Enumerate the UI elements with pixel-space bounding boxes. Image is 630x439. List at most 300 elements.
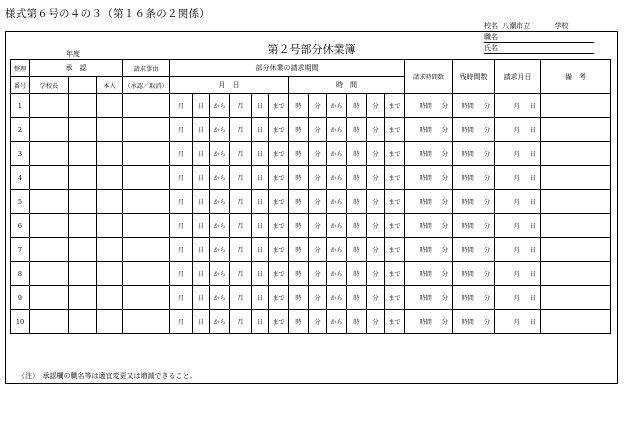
unit-pair-cell <box>405 238 453 262</box>
unit-label: 時間 <box>419 103 432 110</box>
unit-label: 分 <box>441 271 448 278</box>
unit-cell: まで <box>385 190 405 214</box>
unit-cell: 時 <box>347 286 367 310</box>
unit-pair-cell <box>495 286 541 310</box>
unit-label: 日 <box>529 175 536 182</box>
unit-cell: 分 <box>309 286 327 310</box>
unit-label: 分 <box>441 319 448 326</box>
unit-cell: まで <box>385 94 405 118</box>
unit-label: 時間 <box>419 199 432 206</box>
unit-label: 日 <box>529 127 536 134</box>
unit-cell: 日 <box>252 214 269 238</box>
blank-cell <box>69 286 97 310</box>
unit-cell: まで <box>269 118 289 142</box>
blank-cell <box>69 310 97 334</box>
blank-cell <box>541 310 611 334</box>
unit-cell: から <box>210 262 230 286</box>
blank-cell <box>97 166 123 190</box>
header-bango: 番号 <box>11 77 30 94</box>
blank-cell <box>541 94 611 118</box>
unit-pair-cell <box>453 166 495 190</box>
unit-cell: から <box>210 310 230 334</box>
blank-cell <box>69 190 97 214</box>
unit-label: 時間 <box>461 271 474 278</box>
blank-cell <box>97 262 123 286</box>
blank-cell <box>30 286 69 310</box>
unit-label: 分 <box>441 103 448 110</box>
unit-cell: まで <box>385 262 405 286</box>
unit-cell: 時 <box>347 214 367 238</box>
unit-pair-cell <box>495 166 541 190</box>
unit-cell: 時 <box>289 142 309 166</box>
unit-cell: から <box>327 262 347 286</box>
row-number: 9 <box>11 286 30 310</box>
unit-label: 時間 <box>419 295 432 302</box>
unit-cell: 日 <box>193 118 210 142</box>
unit-label: 時間 <box>419 271 432 278</box>
unit-cell: から <box>327 190 347 214</box>
school-city: 八潮市立 <box>502 22 531 30</box>
row-number: 8 <box>11 262 30 286</box>
unit-cell: まで <box>385 238 405 262</box>
unit-cell: 日 <box>193 262 210 286</box>
blank-cell <box>30 94 69 118</box>
unit-label: 月 <box>513 175 520 182</box>
unit-cell: 時 <box>347 118 367 142</box>
unit-cell: 月 <box>230 142 252 166</box>
unit-label: 分 <box>483 103 490 110</box>
unit-cell: 日 <box>252 142 269 166</box>
unit-label: 月 <box>513 199 520 206</box>
header-seikyu-jiyu: 請求事由 <box>123 60 170 77</box>
unit-pair-cell <box>405 118 453 142</box>
unit-pair-cell <box>453 310 495 334</box>
blank-cell <box>30 262 69 286</box>
unit-pair-cell <box>405 286 453 310</box>
unit-cell: 分 <box>309 310 327 334</box>
row-number: 6 <box>11 214 30 238</box>
blank-cell <box>30 142 69 166</box>
unit-cell: 時 <box>347 238 367 262</box>
header-seikyu-tsukihi: 請求月日 <box>495 60 541 94</box>
unit-cell: まで <box>269 94 289 118</box>
nendo-label: 年度 <box>28 49 80 60</box>
unit-cell: 月 <box>230 286 252 310</box>
unit-cell: 時 <box>347 310 367 334</box>
unit-label: 分 <box>483 199 490 206</box>
unit-cell: 日 <box>193 94 210 118</box>
unit-cell: まで <box>269 142 289 166</box>
position-row <box>484 32 594 43</box>
unit-cell: 月 <box>170 94 193 118</box>
unit-label: 日 <box>529 271 536 278</box>
unit-cell: 分 <box>309 166 327 190</box>
unit-pair-cell <box>405 142 453 166</box>
unit-cell: から <box>327 166 347 190</box>
unit-cell: 日 <box>252 190 269 214</box>
blank-cell <box>123 286 170 310</box>
unit-cell: 分 <box>367 238 385 262</box>
unit-label: 時間 <box>461 127 474 134</box>
unit-label: 日 <box>529 295 536 302</box>
blank-cell <box>97 286 123 310</box>
unit-cell: から <box>327 238 347 262</box>
table-row <box>11 286 611 310</box>
blank-cell <box>30 190 69 214</box>
unit-cell: 分 <box>309 94 327 118</box>
unit-label: 分 <box>483 175 490 182</box>
unit-cell: 時 <box>289 118 309 142</box>
unit-cell: 月 <box>230 310 252 334</box>
unit-cell: 日 <box>252 238 269 262</box>
unit-label: 分 <box>483 127 490 134</box>
unit-label: 分 <box>483 151 490 158</box>
header-approver-2 <box>69 77 97 94</box>
unit-cell: 月 <box>230 262 252 286</box>
unit-cell: 日 <box>252 118 269 142</box>
school-label: 校名 <box>484 22 498 30</box>
blank-cell <box>30 238 69 262</box>
blank-cell <box>69 94 97 118</box>
unit-label: 時間 <box>419 319 432 326</box>
unit-cell: 月 <box>230 166 252 190</box>
header-row-1 <box>11 60 611 77</box>
unit-cell: 分 <box>309 190 327 214</box>
unit-cell: から <box>327 142 347 166</box>
unit-label: 日 <box>529 103 536 110</box>
row-number: 7 <box>11 238 30 262</box>
blank-cell <box>69 238 97 262</box>
unit-cell: 時 <box>289 214 309 238</box>
unit-label: 時間 <box>461 175 474 182</box>
row-number: 2 <box>11 118 30 142</box>
row-number: 10 <box>11 310 30 334</box>
blank-cell <box>123 190 170 214</box>
unit-cell: 月 <box>170 286 193 310</box>
unit-cell: 時 <box>347 94 367 118</box>
unit-label: 月 <box>513 127 520 134</box>
school-row <box>484 21 594 32</box>
unit-label: 分 <box>441 199 448 206</box>
unit-pair-cell <box>495 190 541 214</box>
unit-pair-cell <box>495 214 541 238</box>
unit-label: 分 <box>483 247 490 254</box>
unit-cell: から <box>210 166 230 190</box>
unit-cell: 分 <box>367 166 385 190</box>
header-biko: 備 考 <box>541 60 611 94</box>
unit-pair-cell <box>453 238 495 262</box>
unit-cell: 時 <box>289 166 309 190</box>
unit-label: 月 <box>513 295 520 302</box>
header-seiri: 整理 <box>11 60 30 77</box>
unit-cell: 月 <box>170 118 193 142</box>
unit-cell: 時 <box>347 142 367 166</box>
unit-pair-cell <box>453 94 495 118</box>
unit-label: 時間 <box>461 247 474 254</box>
blank-cell <box>97 118 123 142</box>
unit-pair-cell <box>495 310 541 334</box>
unit-cell: 時 <box>289 286 309 310</box>
unit-pair-cell <box>453 286 495 310</box>
blank-cell <box>97 238 123 262</box>
unit-cell: 日 <box>193 310 210 334</box>
unit-cell: 日 <box>193 286 210 310</box>
unit-cell: まで <box>385 118 405 142</box>
unit-label: 時間 <box>419 127 432 134</box>
table-row <box>11 166 611 190</box>
unit-cell: から <box>327 286 347 310</box>
unit-cell: 分 <box>309 238 327 262</box>
table-row <box>11 94 611 118</box>
header-seikyu-jiyu-sub: （承認／取消） <box>123 77 170 94</box>
unit-cell: 時 <box>347 262 367 286</box>
unit-pair-cell <box>405 94 453 118</box>
unit-cell: まで <box>385 214 405 238</box>
unit-label: 日 <box>529 151 536 158</box>
unit-cell: 月 <box>170 238 193 262</box>
unit-cell: 分 <box>309 118 327 142</box>
unit-cell: 日 <box>252 262 269 286</box>
unit-label: 日 <box>529 223 536 230</box>
blank-cell <box>541 190 611 214</box>
table-row <box>11 238 611 262</box>
blank-cell <box>30 214 69 238</box>
unit-cell: まで <box>269 166 289 190</box>
unit-cell: 分 <box>367 118 385 142</box>
blank-cell <box>123 310 170 334</box>
header-jikan: 時 間 <box>289 77 405 94</box>
form-code: 様式第６号の４の３（第１６条の２関係） <box>5 8 211 20</box>
unit-label: 分 <box>483 295 490 302</box>
unit-label: 日 <box>529 247 536 254</box>
unit-pair-cell <box>495 94 541 118</box>
unit-cell: 月 <box>230 214 252 238</box>
unit-cell: まで <box>269 238 289 262</box>
unit-cell: まで <box>385 166 405 190</box>
unit-cell: まで <box>385 286 405 310</box>
unit-label: 日 <box>529 319 536 326</box>
school-suffix: 学校 <box>554 22 569 30</box>
unit-label: 分 <box>483 223 490 230</box>
unit-cell: 日 <box>252 94 269 118</box>
unit-label: 時間 <box>419 247 432 254</box>
unit-cell: 日 <box>193 142 210 166</box>
leave-table <box>10 59 611 334</box>
blank-cell <box>30 118 69 142</box>
unit-cell: 分 <box>309 214 327 238</box>
blank-cell <box>97 94 123 118</box>
unit-cell: 月 <box>170 166 193 190</box>
unit-pair-cell <box>495 118 541 142</box>
blank-cell <box>69 142 97 166</box>
unit-pair-cell <box>453 262 495 286</box>
unit-cell: 分 <box>367 262 385 286</box>
blank-cell <box>541 118 611 142</box>
unit-label: 分 <box>441 223 448 230</box>
unit-cell: 日 <box>193 238 210 262</box>
unit-cell: 月 <box>230 118 252 142</box>
unit-pair-cell <box>453 190 495 214</box>
unit-pair-cell <box>495 262 541 286</box>
blank-cell <box>97 142 123 166</box>
unit-label: 時間 <box>419 175 432 182</box>
unit-label: 時間 <box>461 199 474 206</box>
blank-cell <box>541 286 611 310</box>
table-row <box>11 262 611 286</box>
unit-label: 分 <box>441 151 448 158</box>
unit-cell: から <box>210 118 230 142</box>
unit-cell: 時 <box>289 310 309 334</box>
blank-cell <box>123 142 170 166</box>
unit-label: 月 <box>513 151 520 158</box>
name-label: 氏名 <box>484 44 498 52</box>
unit-cell: まで <box>269 214 289 238</box>
unit-cell: 分 <box>367 214 385 238</box>
unit-label: 分 <box>441 247 448 254</box>
blank-cell <box>541 262 611 286</box>
unit-pair-cell <box>405 166 453 190</box>
blank-cell <box>123 94 170 118</box>
unit-cell: 分 <box>367 190 385 214</box>
unit-cell: 日 <box>193 190 210 214</box>
table-row <box>11 190 611 214</box>
unit-label: 分 <box>441 175 448 182</box>
blank-cell <box>30 310 69 334</box>
unit-cell: 月 <box>170 190 193 214</box>
header-tsukihi: 月 日 <box>170 77 289 94</box>
unit-cell: から <box>210 286 230 310</box>
row-number: 1 <box>11 94 30 118</box>
unit-cell: 時 <box>289 238 309 262</box>
unit-cell: 分 <box>367 286 385 310</box>
unit-cell: から <box>210 190 230 214</box>
blank-cell <box>123 166 170 190</box>
blank-cell <box>123 262 170 286</box>
unit-cell: まで <box>385 310 405 334</box>
blank-cell <box>30 166 69 190</box>
unit-cell: 月 <box>230 94 252 118</box>
info-block <box>484 21 594 54</box>
name-row <box>484 43 594 54</box>
unit-label: 月 <box>513 247 520 254</box>
blank-cell <box>97 214 123 238</box>
unit-pair-cell <box>405 214 453 238</box>
header-gakkocho: 学校長 <box>30 77 69 94</box>
unit-cell: 日 <box>193 166 210 190</box>
table-row <box>11 310 611 334</box>
unit-label: 月 <box>513 223 520 230</box>
table-row <box>11 118 611 142</box>
unit-cell: 月 <box>230 190 252 214</box>
unit-pair-cell <box>453 118 495 142</box>
unit-cell: まで <box>269 262 289 286</box>
unit-cell: から <box>210 142 230 166</box>
unit-cell: 月 <box>230 238 252 262</box>
unit-cell: 日 <box>193 214 210 238</box>
unit-label: 分 <box>483 271 490 278</box>
unit-cell: まで <box>385 142 405 166</box>
unit-pair-cell <box>405 190 453 214</box>
header-seikyu-jikansu: 請求時間数 <box>405 60 453 94</box>
unit-cell: 日 <box>252 286 269 310</box>
unit-label: 月 <box>513 319 520 326</box>
unit-cell: から <box>327 310 347 334</box>
unit-label: 月 <box>513 103 520 110</box>
header-shonin: 承 認 <box>30 60 123 77</box>
unit-cell: 時 <box>289 94 309 118</box>
unit-label: 分 <box>483 319 490 326</box>
position-label: 職名 <box>484 33 498 41</box>
unit-label: 時間 <box>419 151 432 158</box>
unit-cell: 時 <box>347 190 367 214</box>
unit-pair-cell <box>453 142 495 166</box>
unit-label: 分 <box>441 295 448 302</box>
header-honnin: 本人 <box>97 77 123 94</box>
blank-cell <box>541 238 611 262</box>
unit-label: 時間 <box>419 223 432 230</box>
unit-cell: まで <box>269 310 289 334</box>
unit-cell: から <box>327 118 347 142</box>
blank-cell <box>541 142 611 166</box>
blank-cell <box>123 238 170 262</box>
blank-cell <box>541 214 611 238</box>
unit-cell: 分 <box>309 142 327 166</box>
table-row <box>11 142 611 166</box>
header-zan-jikansu: 残時間数 <box>453 60 495 94</box>
blank-cell <box>69 118 97 142</box>
unit-cell: 時 <box>347 166 367 190</box>
blank-cell <box>97 190 123 214</box>
unit-cell: 月 <box>170 214 193 238</box>
unit-label: 時間 <box>461 295 474 302</box>
row-number: 5 <box>11 190 30 214</box>
header-kikan: 部分休業の請求期間 <box>170 60 405 77</box>
unit-pair-cell <box>453 214 495 238</box>
unit-cell: から <box>210 214 230 238</box>
blank-cell <box>69 262 97 286</box>
unit-label: 時間 <box>461 319 474 326</box>
unit-cell: から <box>327 214 347 238</box>
unit-cell: 日 <box>252 310 269 334</box>
unit-cell: から <box>327 94 347 118</box>
blank-cell <box>69 166 97 190</box>
unit-label: 日 <box>529 199 536 206</box>
unit-cell: 時 <box>289 262 309 286</box>
blank-cell <box>123 214 170 238</box>
blank-cell <box>97 310 123 334</box>
blank-cell <box>541 166 611 190</box>
unit-cell: まで <box>269 190 289 214</box>
row-number: 4 <box>11 166 30 190</box>
page-title: 第２号部分休業簿 <box>267 43 356 56</box>
note: （注） 承認欄の職名等は適宜変更又は増減できること。 <box>18 372 197 380</box>
unit-pair-cell <box>495 142 541 166</box>
unit-label: 分 <box>441 127 448 134</box>
unit-cell: から <box>210 238 230 262</box>
unit-cell: 月 <box>170 310 193 334</box>
unit-label: 時間 <box>461 151 474 158</box>
row-number: 3 <box>11 142 30 166</box>
table-row <box>11 214 611 238</box>
unit-cell: 月 <box>170 262 193 286</box>
unit-cell: 分 <box>367 310 385 334</box>
blank-cell <box>69 214 97 238</box>
unit-cell: 分 <box>309 262 327 286</box>
unit-label: 時間 <box>461 223 474 230</box>
unit-cell: 月 <box>170 142 193 166</box>
unit-cell: 時 <box>289 190 309 214</box>
unit-pair-cell <box>405 310 453 334</box>
